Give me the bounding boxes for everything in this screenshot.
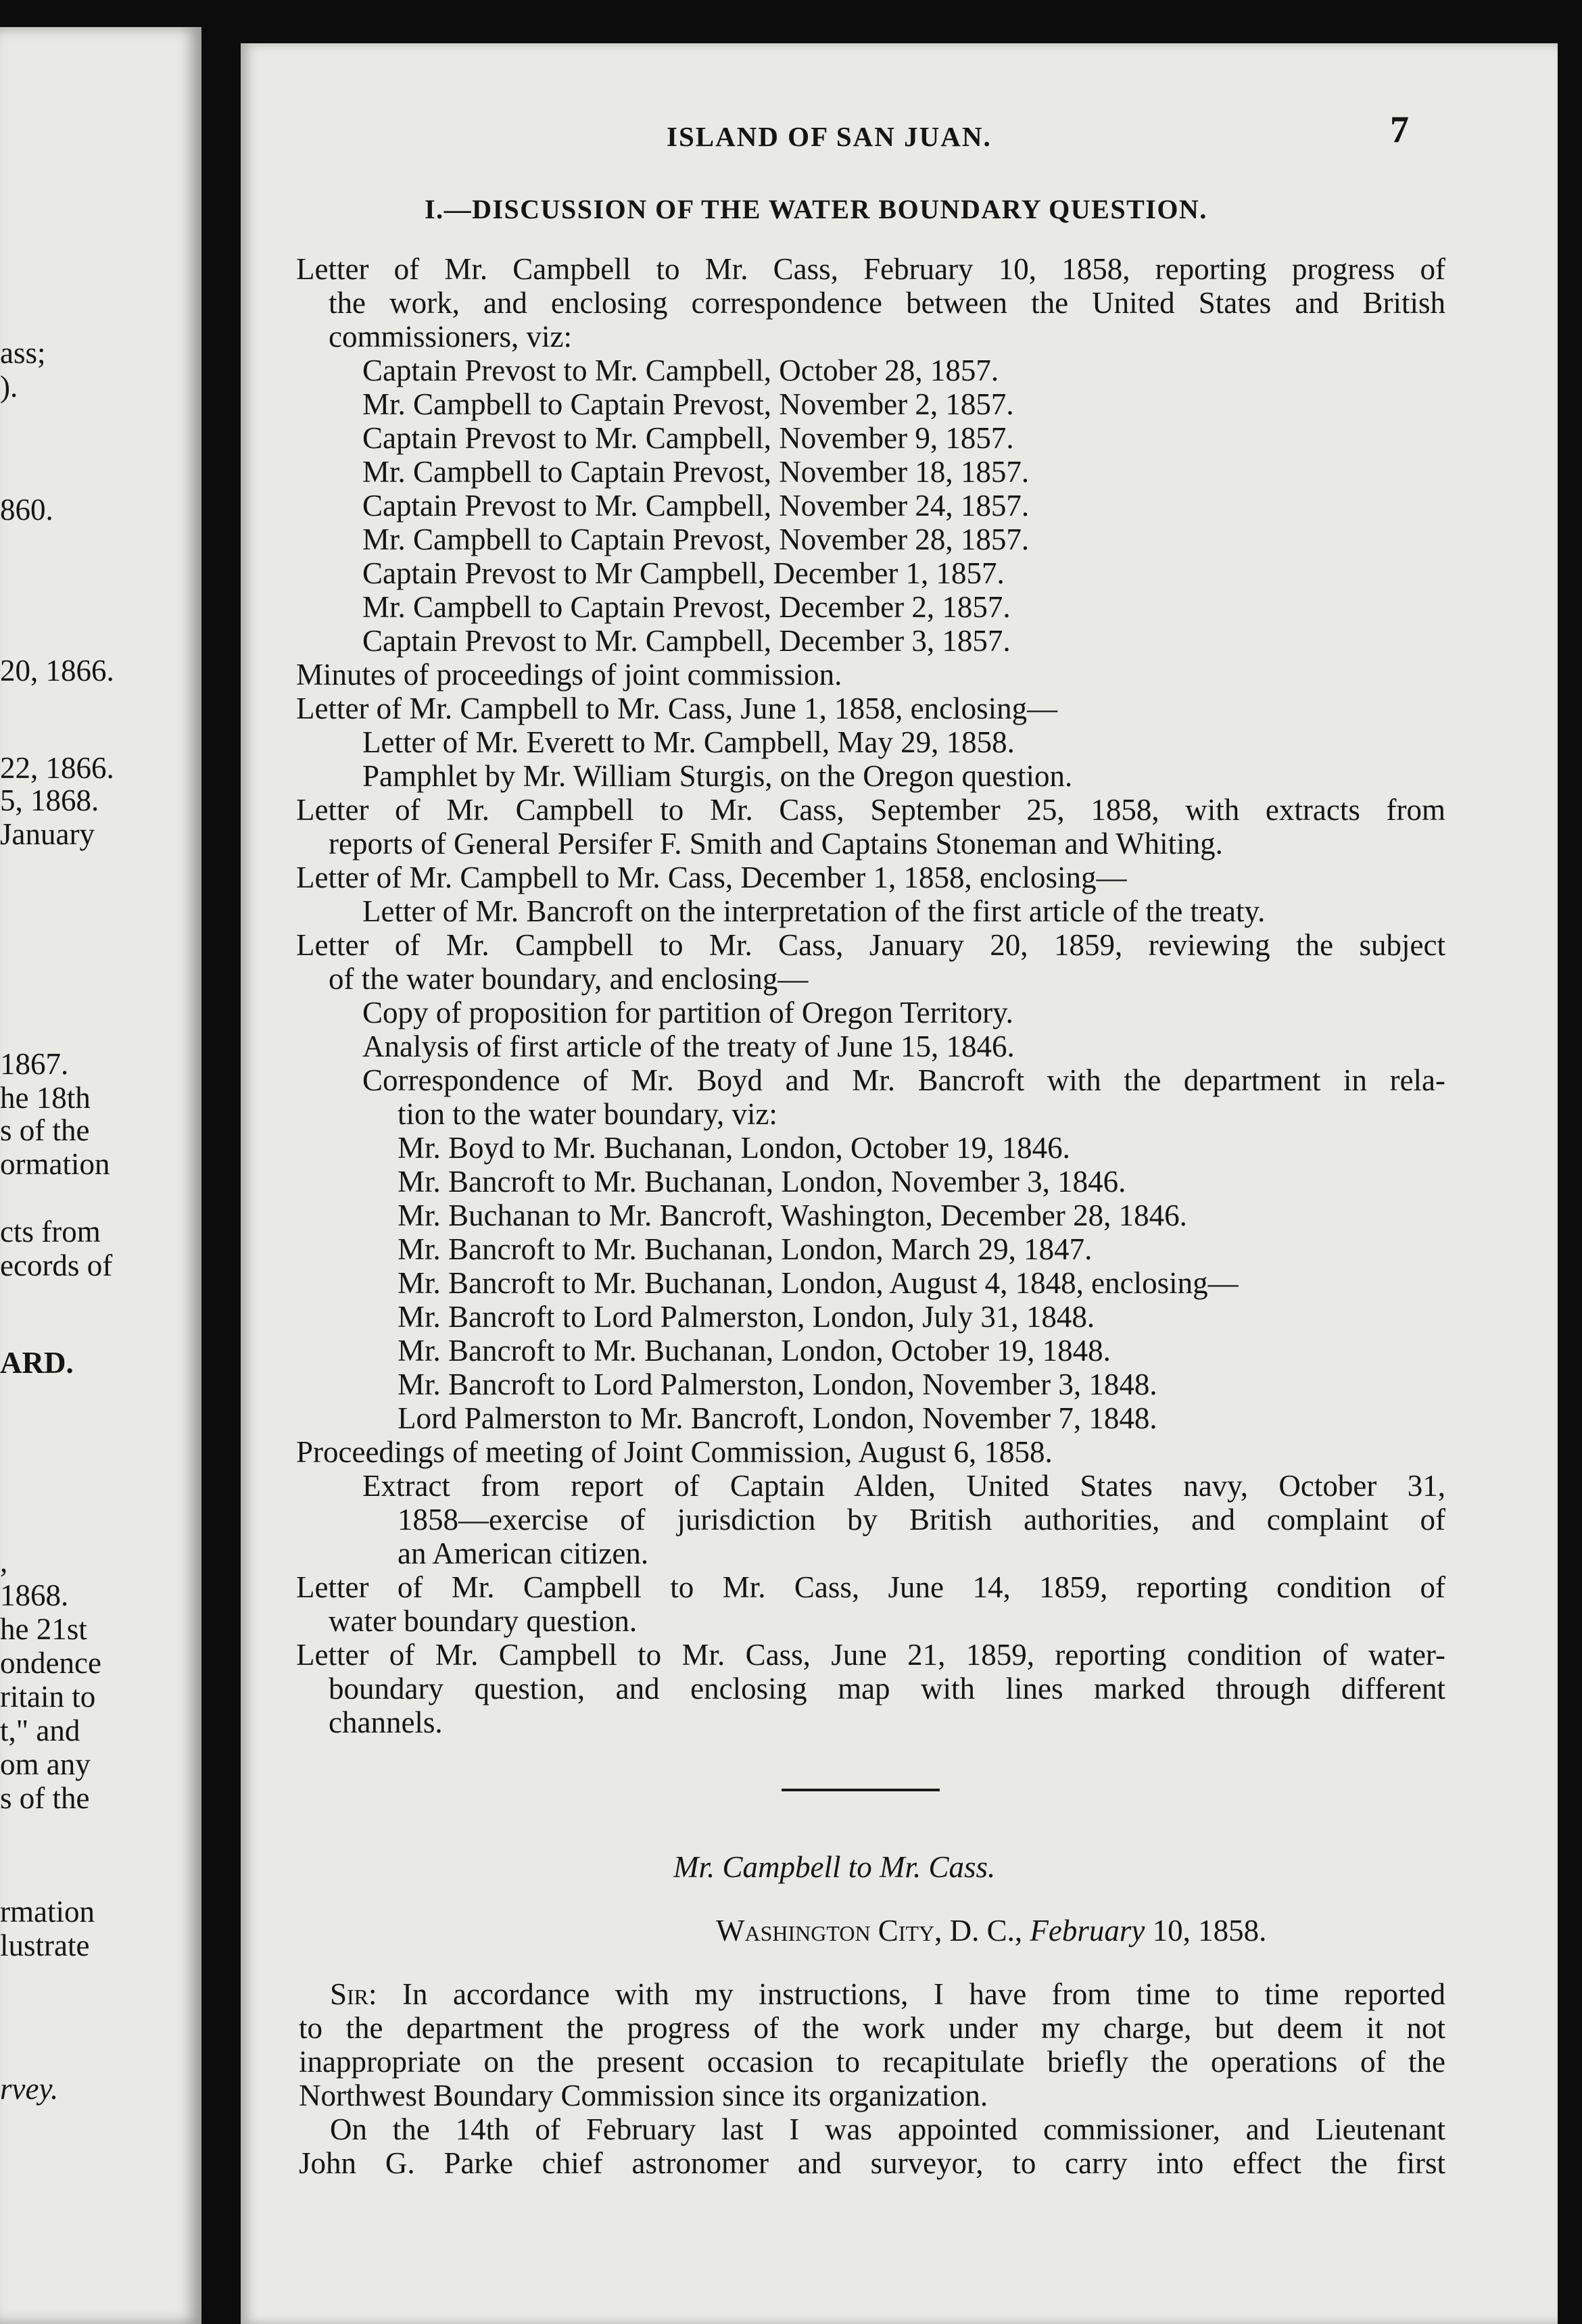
- contents-line: Mr. Bancroft to Lord Palmerston, London, July 31, 1848.: [398, 1300, 1095, 1334]
- letter-body-text: : In accordance with my instructions, I have from time to time reported: [368, 1977, 1445, 2011]
- letter-body-line: inappropriate on the present occasion to recapitulate briefly the operations of the: [299, 2045, 1445, 2079]
- contents-line: Pamphlet by Mr. William Sturgis, on the Oregon question.: [362, 759, 1073, 793]
- contents-line: Letter of Mr. Campbell to Mr. Cass, February 10, 1858, reporting progress of: [296, 252, 1445, 286]
- contents-line: Letter of Mr. Campbell to Mr. Cass, June 21, 1859, reporting condition of water-: [296, 1638, 1445, 1672]
- contents-line: Letter of Mr. Campbell to Mr. Cass, June 14, 1859, reporting condition of: [296, 1570, 1445, 1604]
- left-fragment-line: cts from: [0, 1215, 101, 1249]
- contents-line: Mr. Bancroft to Mr. Buchanan, London, March 29, 1847.: [398, 1232, 1093, 1266]
- left-fragment-line: he 18th: [0, 1081, 91, 1115]
- salutation: Sir: [330, 1977, 369, 2011]
- dateline-place: Washington City: [716, 1914, 935, 1947]
- dateline-day: 10, 1858.: [1145, 1914, 1267, 1947]
- contents-line: Mr. Bancroft to Mr. Buchanan, London, November 3, 1846.: [398, 1165, 1126, 1199]
- running-head: ISLAND OF SAN JUAN.: [667, 121, 992, 152]
- left-fragment-line: lustrate: [0, 1929, 90, 1962]
- left-fragment-line: t," and: [0, 1714, 80, 1747]
- contents-line: Captain Prevost to Mr. Campbell, November 24, 1857.: [362, 489, 1030, 523]
- contents-line: Lord Palmerston to Mr. Bancroft, London, November 7, 1848.: [398, 1401, 1157, 1435]
- left-fragment-line: s of the: [0, 1113, 90, 1147]
- contents-line: Correspondence of Mr. Boyd and Mr. Bancroft with the department in rela-: [362, 1063, 1445, 1097]
- contents-line: channels.: [329, 1705, 443, 1739]
- left-page-fragment: [0, 27, 201, 2324]
- section-divider: [782, 1789, 940, 1791]
- left-fragment-line: ass;: [0, 336, 46, 370]
- left-fragment-line: 860.: [0, 493, 53, 527]
- page-number: 7: [1390, 109, 1409, 151]
- left-fragment-line: 22, 1866.: [0, 751, 114, 785]
- contents-line: Proceedings of meeting of Joint Commission, August 6, 1858.: [296, 1435, 1053, 1469]
- left-fragment-line: 5, 1868.: [0, 783, 99, 817]
- left-fragment-line: ).: [0, 370, 18, 404]
- contents-line: Captain Prevost to Mr Campbell, December 1, 1857.: [362, 556, 1005, 590]
- contents-line: Letter of Mr. Campbell to Mr. Cass, December 1, 1858, enclosing—: [296, 861, 1127, 894]
- dateline-month: February: [1030, 1914, 1145, 1947]
- contents-line: Letter of Mr. Everett to Mr. Campbell, May 29, 1858.: [362, 725, 1015, 759]
- letter-body-line: to the department the progress of the work under my charge, but deem it not: [299, 2011, 1445, 2045]
- contents-line: Mr. Buchanan to Mr. Bancroft, Washington, December 28, 1846.: [398, 1199, 1187, 1232]
- letter-body-line: [330, 1979, 1445, 2010]
- contents-line: water boundary question.: [329, 1604, 638, 1638]
- contents-line: reports of General Persifer F. Smith and Captains Stoneman and Whiting.: [329, 827, 1223, 861]
- contents-line: Copy of proposition for partition of Oregon Territory.: [362, 996, 1013, 1030]
- left-fragment-line: January: [0, 817, 95, 851]
- left-fragment-line: he 21st: [0, 1612, 87, 1646]
- contents-line: boundary question, and enclosing map with lines marked through different: [329, 1672, 1445, 1705]
- letter-heading: Mr. Campbell to Mr. Cass.: [673, 1850, 996, 1884]
- left-fragment-line: ARD.: [0, 1346, 74, 1380]
- contents-line: an American citizen.: [398, 1536, 649, 1570]
- left-fragment-line: 1868.: [0, 1578, 69, 1612]
- contents-line: Mr. Campbell to Captain Prevost, November 28, 1857.: [362, 523, 1030, 556]
- letter-dateline: [716, 1916, 1266, 1946]
- contents-line: Mr. Boyd to Mr. Buchanan, London, October 19, 1846.: [398, 1131, 1070, 1165]
- letter-body-line: Northwest Boundary Commission since its organization.: [299, 2079, 988, 2112]
- left-fragment-line: s of the: [0, 1781, 90, 1815]
- contents-line: Letter of Mr. Bancroft on the interpretation of the first article of the treaty.: [362, 894, 1266, 928]
- contents-line: Mr. Campbell to Captain Prevost, December 2, 1857.: [362, 590, 1011, 624]
- left-fragment-line: ondence: [0, 1646, 101, 1680]
- left-fragment-line: 1867.: [0, 1047, 69, 1081]
- left-fragment-line: rmation: [0, 1895, 95, 1929]
- contents-line: 1858—exercise of jurisdiction by British authorities, and complaint of: [398, 1503, 1445, 1536]
- letter-body-line: John G. Parke chief astronomer and surveyor, to carry into effect the first: [299, 2146, 1445, 2180]
- contents-line: Mr. Campbell to Captain Prevost, November 18, 1857.: [362, 455, 1030, 489]
- contents-line: Mr. Bancroft to Lord Palmerston, London, November 3, 1848.: [398, 1367, 1157, 1401]
- left-fragment-line: om any: [0, 1747, 91, 1781]
- left-fragment-line: ecords of: [0, 1249, 113, 1282]
- contents-line: Extract from report of Captain Alden, United States navy, October 31,: [362, 1469, 1445, 1503]
- contents-line: Minutes of proceedings of joint commission.: [296, 658, 842, 692]
- contents-line: tion to the water boundary, viz:: [398, 1097, 777, 1131]
- contents-line: Letter of Mr. Campbell to Mr. Cass, January 20, 1859, reviewing the subject: [296, 928, 1445, 962]
- contents-line: Mr. Bancroft to Mr. Buchanan, London, October 19, 1848.: [398, 1334, 1111, 1367]
- contents-line: the work, and enclosing correspondence between the United States and British: [329, 286, 1445, 320]
- contents-line: Letter of Mr. Campbell to Mr. Cass, June 1, 1858, enclosing—: [296, 692, 1058, 725]
- contents-line: Mr. Campbell to Captain Prevost, November 2, 1857.: [362, 387, 1014, 421]
- section-heading: I.—DISCUSSION OF THE WATER BOUNDARY QUESTION.: [425, 194, 1207, 224]
- contents-line: Mr. Bancroft to Mr. Buchanan, London, August 4, 1848, enclosing—: [398, 1266, 1239, 1300]
- left-fragment-line: ritain to: [0, 1680, 96, 1714]
- contents-line: commissioners, viz:: [329, 320, 572, 354]
- contents-line: Captain Prevost to Mr. Campbell, November 9, 1857.: [362, 421, 1014, 455]
- contents-line: Letter of Mr. Campbell to Mr. Cass, September 25, 1858, with extracts from: [296, 793, 1445, 827]
- contents-line: of the water boundary, and enclosing—: [329, 962, 809, 996]
- contents-line: Captain Prevost to Mr. Campbell, October 28, 1857.: [362, 354, 999, 387]
- left-fragment-line: ,: [0, 1545, 8, 1578]
- contents-line: Captain Prevost to Mr. Campbell, December 3, 1857.: [362, 624, 1011, 658]
- letter-body-line: On the 14th of February last I was appointed commissioner, and Lieutenant: [330, 2112, 1445, 2146]
- contents-line: Analysis of first article of the treaty of June 15, 1846.: [362, 1030, 1015, 1063]
- main-page: [241, 43, 1558, 2324]
- left-fragment-line: rvey.: [0, 2072, 59, 2106]
- dateline-rest: , D. C.,: [934, 1914, 1030, 1947]
- left-fragment-line: 20, 1866.: [0, 654, 114, 687]
- left-fragment-line: ormation: [0, 1147, 110, 1181]
